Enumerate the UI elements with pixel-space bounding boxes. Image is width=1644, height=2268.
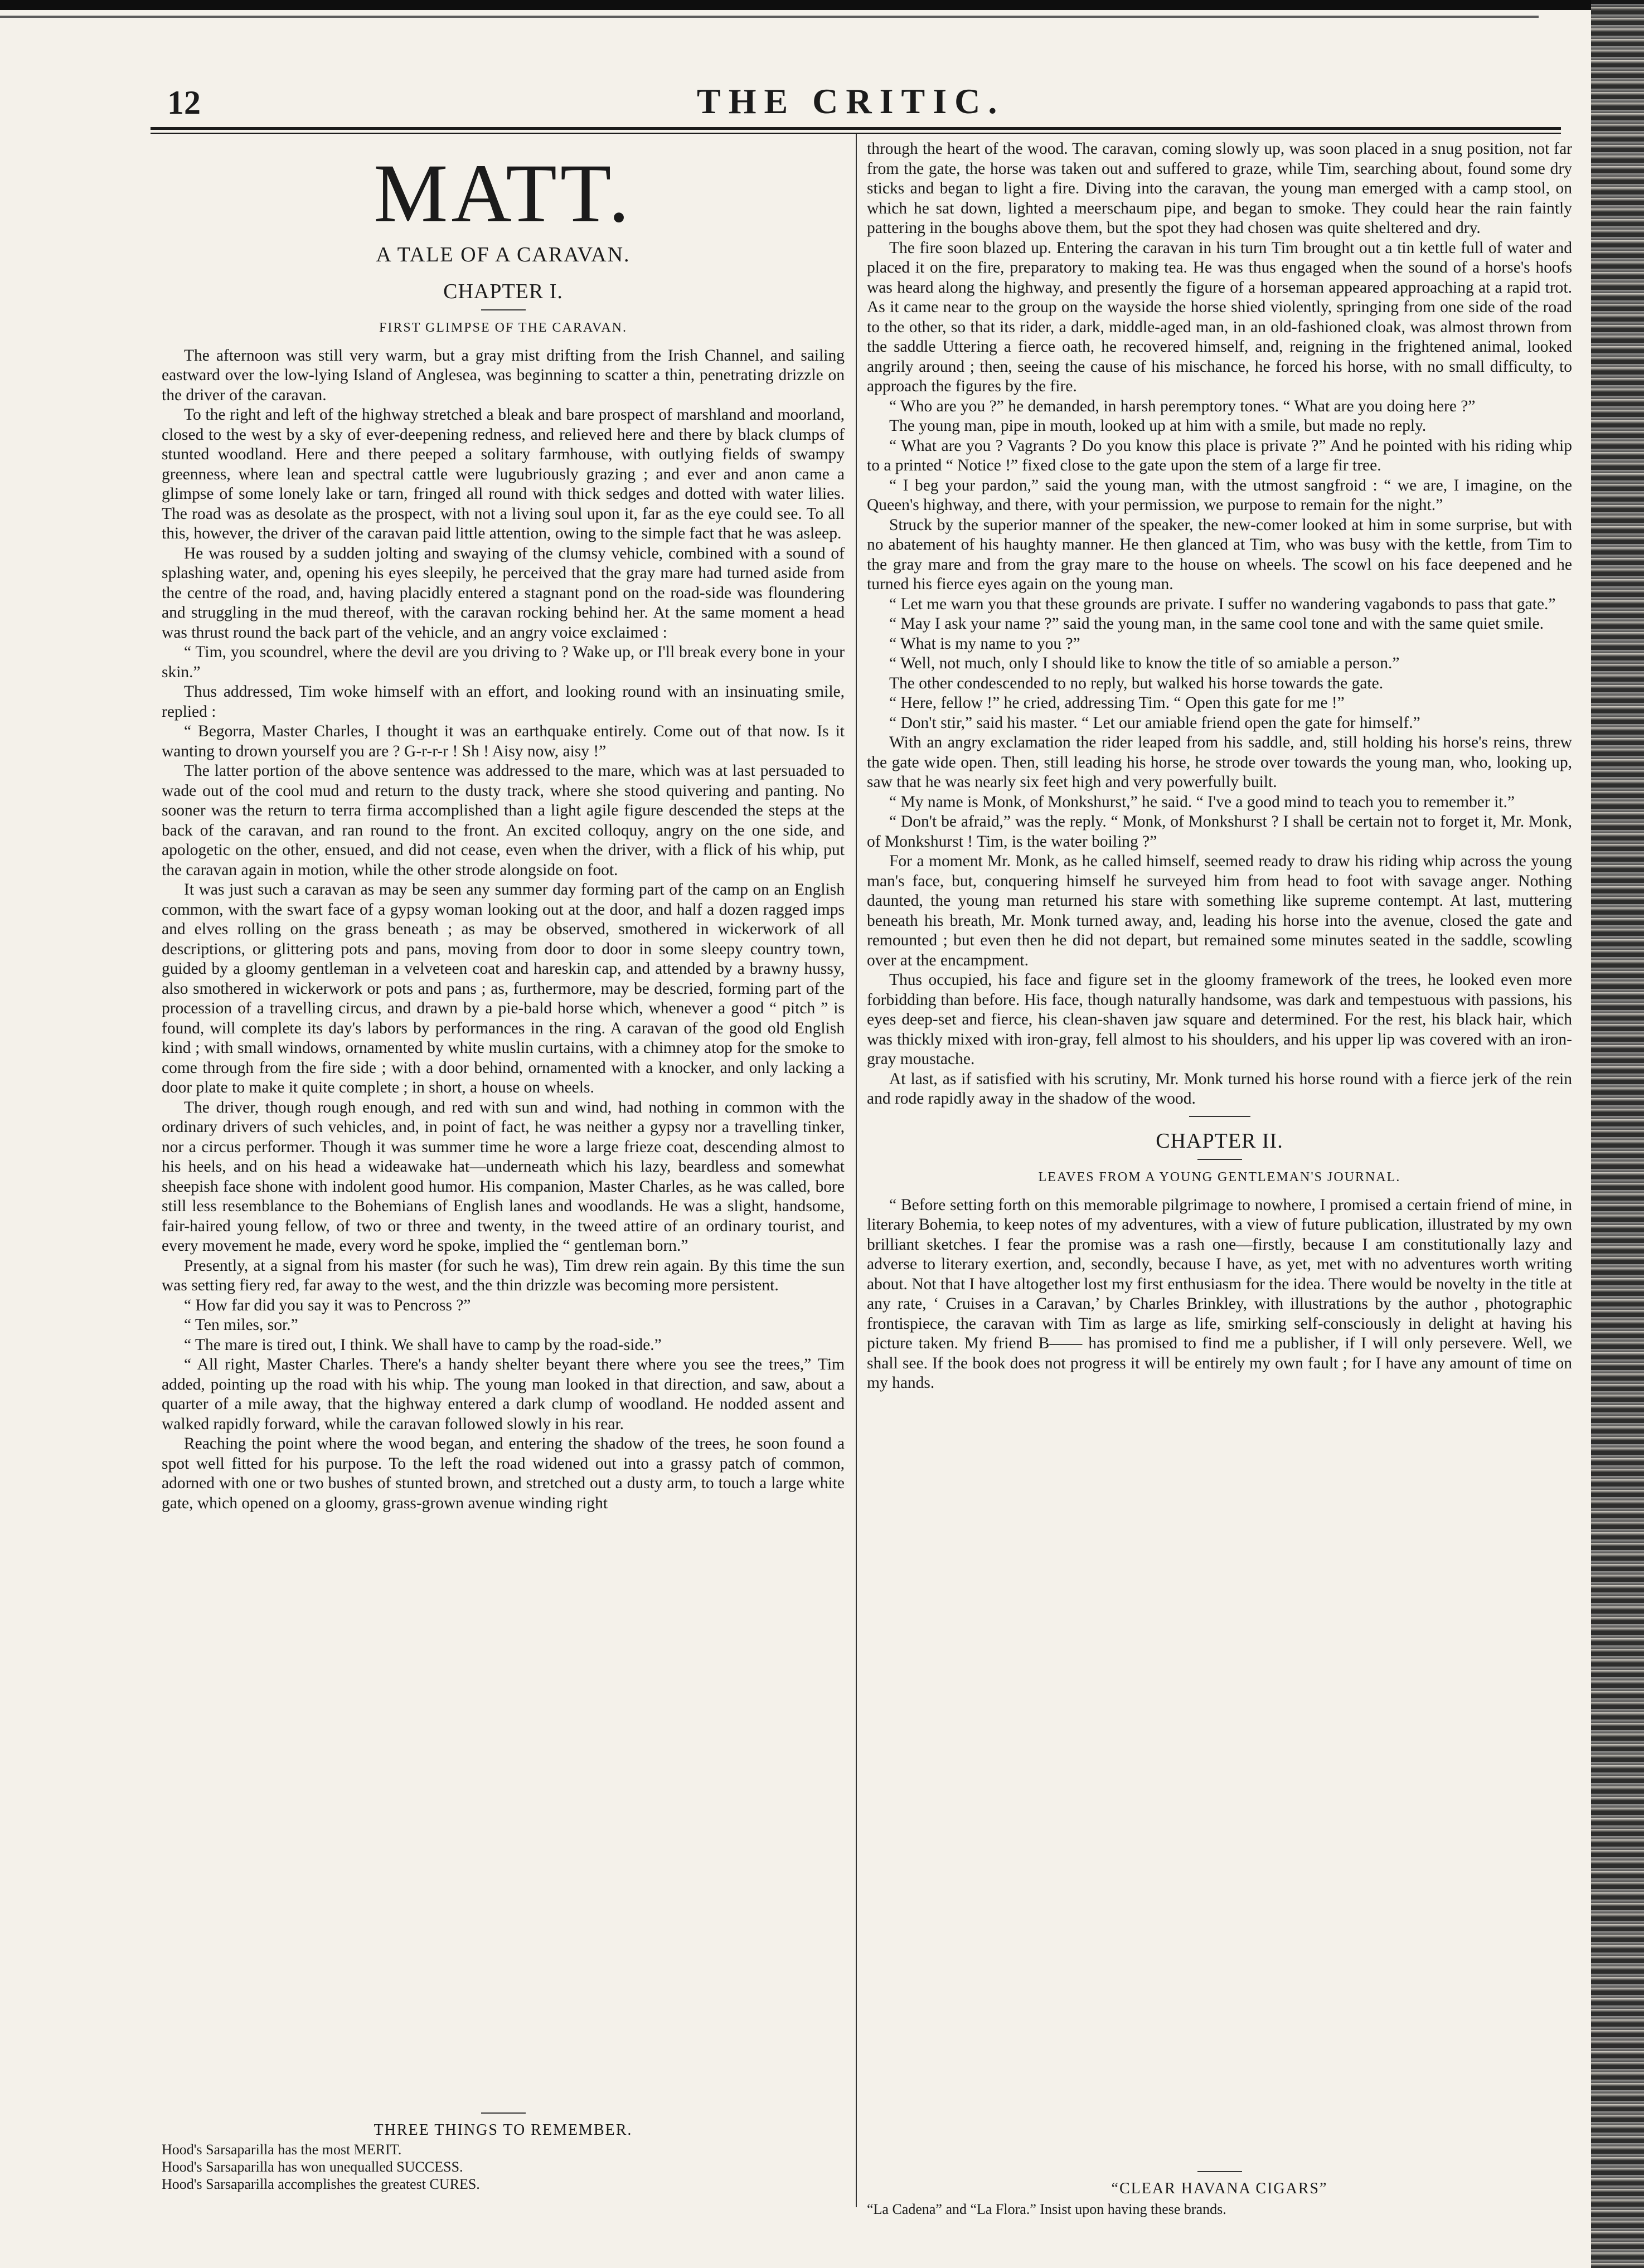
paragraph: The other condescended to no reply, but walked his horse towards the gate. [889, 674, 1384, 692]
paragraph: Thus occupied, his face and figure set in the gloomy framework of the trees, he looked even more forbidding than before. His face, though naturally handsome, was dark and tempestuous with passions, his eyes deep-set and fierce, his clean-shaven jaw square and determined. For the rest, his black hair, which was thickly mixed with iron-gray, fell almost to his shoulders, and his upper lip was covered with an iron-gray moustache. [867, 971, 1572, 1068]
paragraph: The latter portion of the above sentence was addressed to the mare, which was at last persuaded to wade out of the cool mud and return to the dusty track, where she stood quivering and panting. No sooner was the return to terra firma accomplished than a light agile figure descended the steps at the back of the caravan, and ran round to the front. An excited colloquy, angry on the one side, and apologetic on the other, ensued, and did not cease, even when the driver, with a flick of his whip, put the caravan again in motion, while the other strode alongside on foot. [162, 762, 845, 879]
paragraph: The driver, though rough enough, and red with sun and wind, had nothing in common with the ordinary drivers of such vehicles, and, in point of fact, he was neither a gypsy nor a travelling tinker, nor a circus performer. Though it was summer time he wore a large frieze coat, descending almost to his heels, and on his head a wideawake hat—underneath which his lazy, beardless and somewhat sheepish face shone with indolent good humor. His companion, Master Charles, as he was called, bore still less resemblance to the Bohemians of English lanes and woodlands. He was a slight, handsome, fair-haired young fellow, of two or three and twenty, in the tweed attire of an ordinary tourist, and every movement he made, every word he spoke, implied the “ gentleman born.” [162, 1098, 845, 1255]
chapter-1-subheading: FIRST GLIMPSE OF THE CARAVAN. [379, 320, 627, 335]
paragraph: “ I beg your pardon,” said the young man, with the utmost sangfroid : “ we are, I imagine, on the Queen's highway, and there, with your permission, we purpose to remain for the night.” [867, 476, 1572, 514]
paragraph: “ Tim, you scoundrel, where the devil are you driving to ? Wake up, or I'll break every bone in your skin.” [162, 643, 845, 681]
ad-title: THREE THINGS TO REMEMBER. [374, 2121, 633, 2139]
paragraph: It was just such a caravan as may be seen any summer day forming part of the camp on an English common, with the swart face of a gypsy woman looking out at the door, and half a dozen ragged imps and elves rolling on the grass beneath ; as may be observed, smothered in wickerwork of all descriptions, or glittering pots and pans, moving from door to door in some sleepy country town, guided by a gloomy gentleman in a velveteen coat and hareskin cap, and attended by a brawny hussy, also smothered in wickerwork or pots and pans ; as, furthermore, may be descried, forming part of the procession of a travelling circus, and drawn by a pie-bald horse which, whenever a good “ pitch ” is found, will complete its day's labors by performances in the ring. A caravan of the good old English kind ; with small windows, ornamented by white muslin curtains, with a chimney atop for the smoke to come through from the fire side ; with a door behind, ornamented with a knocker, and only lacking a door plate to make it quite complete ; in short, a house on wheels. [162, 881, 845, 1096]
chapter-2-subheading: LEAVES FROM A YOUNG GENTLEMAN'S JOURNAL. [1038, 1170, 1401, 1184]
paragraph: “ Don't stir,” said his master. “ Let our amiable friend open the gate for himself.” [889, 713, 1420, 732]
paragraph: “ Who are you ?” he demanded, in harsh peremptory tones. “ What are you doing here ?” [889, 397, 1476, 415]
paragraph: “ Don't be afraid,” was the reply. “ Monk, of Monkshurst ? I shall be certain not to forget it, Mr. Monk, of Monkshurst ! Tim, is the water boiling ?” [867, 813, 1572, 851]
paragraph: “ All right, Master Charles. There's a handy shelter beyant there where you see the trees,” Tim added, pointing up the road with his whip. The young man looked in that direction, and saw, about a quarter of a mile away, that the highway entered a dark clump of woodland. He nodded assent and walked rapidly forward, while the caravan followed slowly in his rear. [162, 1356, 845, 1433]
chapter-1-heading: CHAPTER I. [443, 279, 563, 303]
paragraph: To the right and left of the highway stretched a bleak and bare prospect of marshland and moorland, closed to the west by a sky of ever-deepening redness, and relieved here and there by black clumps of stunted woodland. Here and there peeped a solitary farmhouse, with outlying fields of swampy greenness, where lean and spectral cattle were lugubriously grazing ; and ever and anon came a glimpse of some lonely lake or tarn, fringed all round with thick sedges and dotted with water lilies. The road was as desolate as the prospect, with not a living soul upon it, far as the eye could see. To all this, however, the driver of the caravan paid little attention, owing to the simple fact that he was asleep. [162, 406, 845, 542]
paragraph: “ Well, not much, only I should like to know the title of so amiable a person.” [889, 654, 1400, 672]
ad-line: Hood's Sarsaparilla has the most MERIT. [162, 2141, 402, 2158]
column-divider [856, 134, 857, 2207]
top-border-rule-thin [0, 16, 1539, 18]
paragraph: Presently, at a signal from his master (for such he was), Tim drew rein again. By this time the sun was setting fiery red, far away to the west, and the thin drizzle was becoming more persistent. [162, 1256, 845, 1294]
paragraph: “ What is my name to you ?” [889, 634, 1080, 653]
paragraph: The afternoon was still very warm, but a gray mist drifting from the Irish Channel, and sailing eastward over the low-lying Island of Anglesea, was beginning to scatter a thin, penetrating drizzle on the driver of the caravan. [162, 346, 845, 404]
paragraph: “ What are you ? Vagrants ? Do you know this place is private ?” And he pointed with his riding whip to a printed “ Notice !” fixed close to the gate upon the stem of a large fir tree. [867, 436, 1572, 474]
ad-rule [481, 2112, 526, 2114]
story-subtitle: A TALE OF A CARAVAN. [376, 243, 631, 266]
paragraph: The young man, pipe in mouth, looked up at him with a smile, but made no reply. [889, 417, 1427, 435]
paragraph: “ Let me warn you that these grounds are private. I suffer no wandering vagabonds to pass that gate.” [889, 595, 1556, 613]
paragraph: “ Begorra, Master Charles, I thought it was an earthquake entirely. Come out of that now. Is it wanting to drown yourself you are ? G-r-r-r ! Sh ! Aisy now, aisy !” [162, 722, 845, 760]
paragraph: Reaching the point where the wood began, and entering the shadow of the trees, he soon found a spot well fitted for his purpose. To the left the road widened out into a grassy patch of common, adorned with one or two bushes of stunted brown, and stretched out a dusty arm, to touch a large white gate, which opened on a gloomy, grass-grown avenue winding right [162, 1435, 845, 1512]
advertisement-hoods [162, 2107, 845, 2193]
ad-line: Hood's Sarsaparilla has won unequalled SUCCESS. [162, 2159, 463, 2175]
paragraph: Struck by the superior manner of the speaker, the new-comer looked at him in some surprise, but with no abatement of his haughty manner. He then glanced at Tim, who was busy with the kettle, from Tim to the gray mare and from the gray mare to the house on wheels. The scowl on his face deepened and he turned his fierce eyes again on the young man. [867, 516, 1572, 593]
page-number: 12 [167, 84, 201, 121]
header-rule [151, 127, 1561, 130]
paragraph: At last, as if satisfied with his scrutiny, Mr. Monk turned his horse round with a fierce jerk of the rein and rode rapidly away in the shadow of the wood. [867, 1070, 1572, 1108]
top-border-rule [0, 0, 1644, 10]
story-title: MATT. [374, 147, 633, 240]
chapter-rule [1189, 1116, 1250, 1117]
paragraph: “ Before setting forth on this memorable pilgrimage to nowhere, I promised a certain friend of mine, in literary Bohemia, to keep notes of my adventures, with a view of future publication, illustrated by my own brilliant sketches. I fear the promise was a rash one—firstly, because I am constitutionally lazy and adverse to literary exertion, and, secondly, because I have, as yet, met with no adventures worth writing about. Not that I have altogether lost my first enthusiasm for the idea. There would be novelty in the title at any rate, ‘ Cruises in a Caravan,’ by Charles Brinkley, with illustrations by the author , photographic frontispiece, the caravan with Tim as large as life, smirking self-consciously in delight at having his picture taken. My friend B—— has promised to find me a publisher, if I will only persevere. Well, we shall see. If the book does not progress it will be entirely my own fault ; for I have any amount of time on my hands. [867, 1196, 1572, 1392]
ad-title: “CLEAR HAVANA CIGARS” [1111, 2180, 1328, 2197]
paragraph: “ Here, fellow !” he cried, addressing Tim. “ Open this gate for me !” [889, 694, 1345, 712]
paragraph: “ May I ask your name ?” said the young man, in the same cool tone and with the same quiet smile. [889, 615, 1544, 633]
paragraph: “ Ten miles, sor.” [184, 1316, 298, 1334]
paragraph: “ The mare is tired out, I think. We shall have to camp by the road-side.” [184, 1335, 662, 1354]
ad-line: Hood's Sarsaparilla accomplishes the greatest CURES. [162, 2176, 480, 2192]
paragraph: With an angry exclamation the rider leaped from his saddle, and, still holding his horse's reins, threw the gate wide open. Then, still leading his horse, he strode over towards the young man, who, looking up, saw that he was nearly six feet high and very powerfully built. [867, 734, 1572, 791]
advertisement-cigars [867, 2165, 1572, 2218]
ad-line: “La Cadena” and “La Flora.” Insist upon having these brands. [867, 2201, 1226, 2217]
chapter-rule [481, 309, 526, 310]
paragraph: The fire soon blazed up. Entering the caravan in his turn Tim brought out a tin kettle full of water and placed it on the fire, preparatory to making tea. He was thus engaged when the sound of a horse's hoofs was heard along the highway, and presently the figure of a horseman appeared approaching at a rapid trot. As it came near to the group on the wayside the horse shied violently, springing from one side of the road to the other, so that its rider, a dark, middle-aged man, in an old-fashioned cloak, was almost thrown from the saddle Uttering a fierce oath, he recovered himself, and, reigning in the frightened animal, looked angrily around ; then, seeing the cause of his mischance, he forced his horse, with no small difficulty, to approach the figures by the fire. [867, 239, 1572, 395]
chapter-rule [1197, 1159, 1242, 1160]
paragraph: He was roused by a sudden jolting and swaying of the clumsy vehicle, combined with a sound of splashing water, and, opening his eyes sleepily, he perceived that the gray mare had turned aside from the centre of the road, and, having placidly entered a stagnant pond on the road-side was floundering and struggling in the mud thereof, with the caravan rocking behind her. At the same moment a head was thrust round the back part of the vehicle, and an angry voice exclaimed : [162, 544, 845, 642]
paragraph: “ My name is Monk, of Monkshurst,” he said. “ I've a good mind to teach you to remember it.” [889, 793, 1515, 811]
paragraph: Thus addressed, Tim woke himself with an effort, and looking round with an insinuating smile, replied : [162, 683, 845, 721]
right-column [867, 139, 1572, 1393]
paragraph: For a moment Mr. Monk, as he called himself, seemed ready to draw his riding whip across the young man's face, but, conquering himself he surveyed him from head to foot with savage anger. Nothing daunted, the young man returned his stare with something like supreme contempt. At last, muttering beneath his breath, Mr. Monk turned away, and, leading his horse into the avenue, closed the gate and remounted ; but even then he did not depart, but remained some minutes seated in the saddle, scowling over at the encampment. [867, 852, 1572, 969]
left-column [162, 139, 845, 1513]
paragraph: through the heart of the wood. The caravan, coming slowly up, was soon placed in a snug position, not far from the gate, the horse was taken out and suffered to graze, while Tim, searching about, found some dry sticks and began to light a fire. Diving into the caravan, the young man emerged with a camp stool, on which he sat down, lighted a meerschaum pipe, and began to smoke. They could hear the rain faintly pattering in the boughs above them, but the spot they had chosen was quite sheltered and dry. [867, 140, 1572, 237]
ad-rule [1197, 2171, 1242, 2172]
masthead: THE CRITIC. [697, 81, 1005, 121]
paragraph: “ How far did you say it was to Pencross ?” [184, 1296, 471, 1314]
chapter-2-heading: CHAPTER II. [1156, 1129, 1283, 1153]
scanned-page-edge [1591, 0, 1644, 2268]
